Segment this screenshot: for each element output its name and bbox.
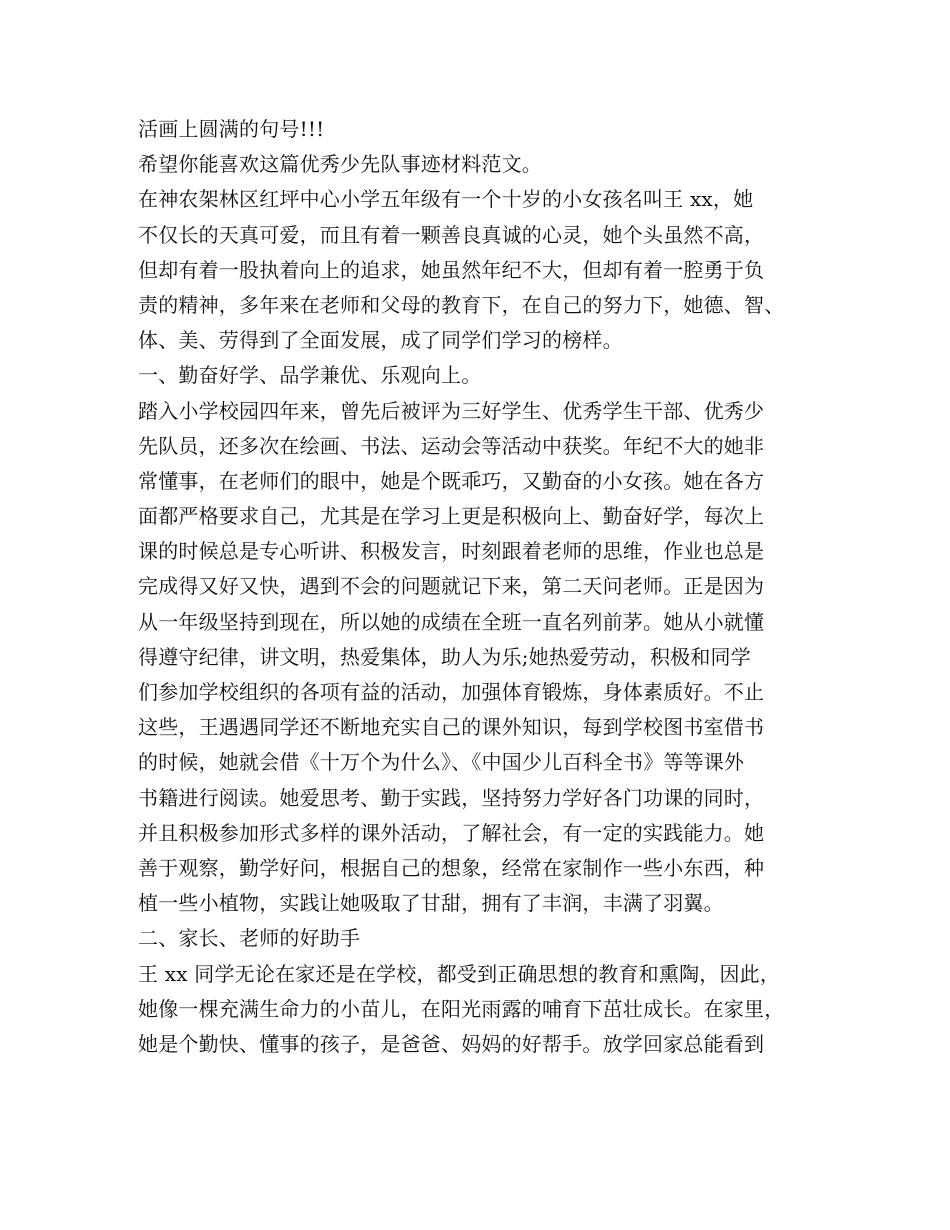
text-line: 体、美、劳得到了全面发展，成了同学们学习的榜样。 (138, 328, 623, 353)
text-line: 这些，王遇遇同学还不断地充实自己的课外知识，每到学校图书室借书 (138, 715, 765, 740)
text-line: 她像一棵充满生命力的小苗儿，在阳光雨露的哺育下茁壮成长。在家里， (138, 996, 785, 1021)
text-line: 并且积极参加形式多样的课外活动，了解社会，有一定的实践能力。她 (138, 820, 765, 845)
section-heading-2: 二、家长、老师的好助手 (138, 926, 361, 951)
text-line: 活画上圆满的句号!!! (138, 117, 325, 141)
text-line: 希望你能喜欢这篇优秀少先队事迹材料范文。 (138, 152, 542, 177)
body-text (138, 112, 838, 1062)
text-line: 植一些小植物，实践让她吸取了甘甜，拥有了丰润，丰满了羽翼。 (138, 891, 724, 916)
text-line: 她是个勤快、懂事的孩子，是爸爸、妈妈的好帮手。放学回家总能看到 (138, 1031, 765, 1056)
text-line: 善于观察，勤学好问，根据自己的想象，经常在家制作一些小东西，种 (138, 855, 765, 880)
text-line: 常懂事，在老师们的眼中，她是个既乖巧，又勤奋的小女孩。她在各方 (138, 468, 765, 493)
text-line: 们参加学校组织的各项有益的活动，加强体育锻炼，身体素质好。不止 (138, 680, 765, 704)
text-line: 面都严格要求自己，尤其是在学习上更是积极向上、勤奋好学，每次上 (138, 504, 765, 529)
text-line: 不仅长的天真可爱，而且有着一颗善良真诚的心灵，她个头虽然不高， (138, 222, 765, 247)
text-line: 踏入小学校园四年来，曾先后被评为三好学生、优秀学生干部、优秀少 (138, 398, 765, 423)
text-line: 得遵守纪律，讲文明，热爱集体，助人为乐;她热爱劳动，积极和同学 (138, 644, 751, 669)
text-line: 但却有着一股执着向上的追求，她虽然年纪不大，但却有着一腔勇于负 (138, 257, 765, 282)
text-line: 在神农架林区红坪中心小学五年级有一个十岁的小女孩名叫王 xx，她 (138, 187, 754, 212)
text-line: 课的时候总是专心听讲、积极发言，时刻跟着老师的思维，作业也总是 (138, 539, 765, 564)
text-line: 责的精神，多年来在老师和父母的教育下，在自己的努力下，她德、智、 (138, 292, 785, 317)
text-line: 先队员，还多次在绘画、书法、运动会等活动中获奖。年纪不大的她非 (138, 433, 765, 458)
text-line: 王 xx 同学无论在家还是在学校，都受到正确思想的教育和熏陶，因此， (138, 961, 781, 986)
text-line: 书籍进行阅读。她爱思考、勤于实践，坚持努力学好各门功课的同时， (138, 785, 765, 810)
section-heading-1: 一、勤奋好学、品学兼优、乐观向上。 (138, 363, 482, 388)
text-line: 完成得又好又快，遇到不会的问题就记下来，第二天问老师。正是因为 (138, 574, 765, 599)
text-line: 从一年级坚持到现在，所以她的成绩在全班一直名列前茅。她从小就懂 (138, 609, 765, 634)
text-line: 的时候，她就会借《十万个为什么》、《中国少儿百科全书》等等课外 (138, 750, 745, 775)
